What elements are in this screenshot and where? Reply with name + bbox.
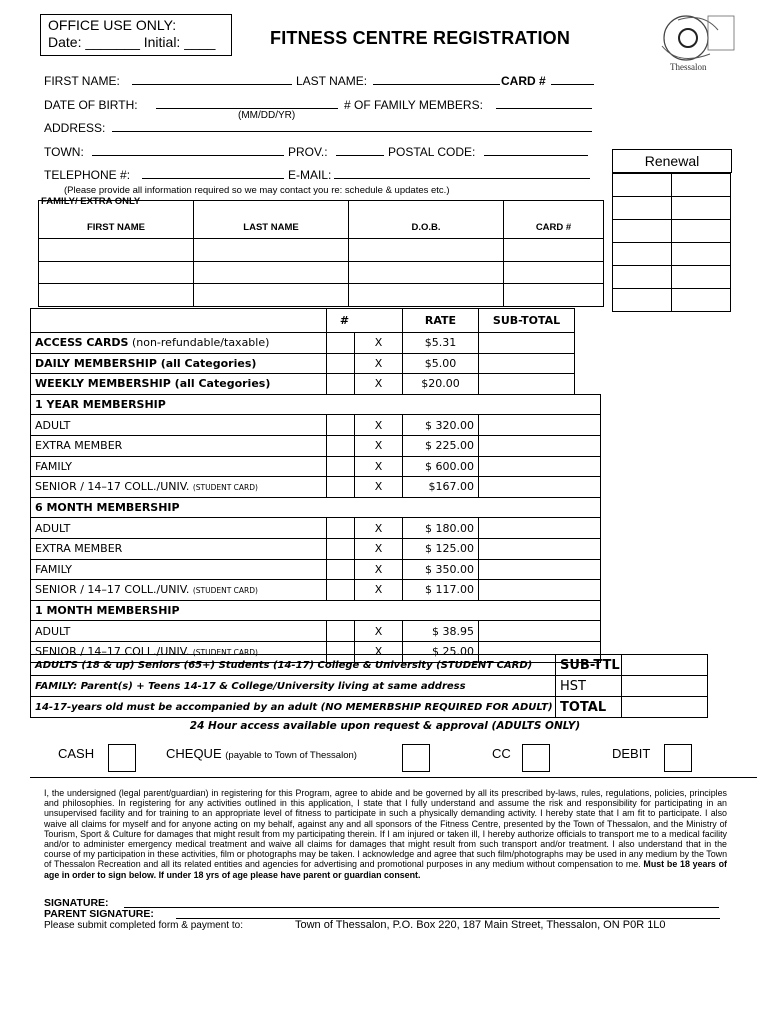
x-mark: X (355, 621, 403, 642)
rates-hdr-num: # (327, 309, 403, 333)
row-label: EXTRA MEMBER (31, 538, 327, 559)
section-6-month: 6 MONTH MEMBERSHIP (31, 497, 601, 518)
rate-daily: $5.00 (403, 353, 479, 374)
mailing-address: Town of Thessalon, P.O. Box 220, 187 Main Street, Thessalon, ON P0R 1L0 (295, 919, 666, 931)
dob-label: DATE OF BIRTH: (44, 98, 138, 112)
rate-value: $167.00 (403, 477, 479, 498)
town-field[interactable] (44, 145, 84, 159)
section-1-year: 1 YEAR MEMBERSHIP (31, 394, 601, 415)
table-row (31, 621, 601, 642)
signature-label: SIGNATURE: (44, 897, 109, 909)
info-note: (Please provide all information required so we may contact you re: schedule & updates etc.) (64, 185, 450, 196)
table-row (31, 538, 601, 559)
rate-value: $ 600.00 (403, 456, 479, 477)
row-label: EXTRA MEMBER (31, 435, 327, 456)
x-mark: X (355, 435, 403, 456)
prov-label: PROV.: (288, 145, 328, 159)
email-label: E-MAIL: (288, 168, 332, 182)
table-row (31, 518, 601, 539)
subtotal-label: SUB-TTL (556, 655, 622, 676)
waiver-body: I, the undersigned (legal parent/guardian) in registering for this Program, agree to abide and be governed by all its prescribed by-laws, rules, regulations, policies, principles and philosophies. In registering for any activities outlined in this application, I state that I fully understand and assume the risk and responsibility for participating in an unsupervised facility and for training to an appropriate level of fitness to participate in such a physically demanding activity. I hereby state that I am fit to participate. I also waive all claims for myself and for anyone acting on my behalf, against any and all sponsors of the Fitness Centre, presented by the Town of Thessalon, and the Ministry of Tourism, Sport & Culture for damages that might result from my participating therein. If I am injured or taken ill, I hereby authorize officials to transport me to a medical facility and/or to administer emergency medical treatment and waive all claims for damages that might result from such transport and/or treatment. I also understand that in the course of my participation in these activities, film or photographs may be taken. I acknowledge and agree that such film/photographs may be used in any medium by the Town of Thessalon Recreation and all its related entities and agencies for advertising and promotional purposes in any medium without compensation to me. (44, 788, 727, 870)
student-card-note: (STUDENT CARD) (192, 483, 258, 493)
renewal-grid (612, 173, 731, 312)
subtotal-value[interactable] (622, 655, 708, 676)
table-row (39, 239, 604, 262)
card-field[interactable] (501, 74, 546, 88)
cheque-option (166, 746, 357, 761)
prov-field[interactable] (288, 145, 328, 159)
student-card-note: (STUDENT CARD) (192, 648, 258, 658)
town-logo (648, 10, 738, 72)
family-last-name-header: LAST NAME (194, 201, 349, 239)
logo-text: Thessalon (670, 62, 707, 72)
total-value[interactable] (622, 697, 708, 718)
rate-value: $ 125.00 (403, 538, 479, 559)
first-name-field[interactable] (44, 74, 120, 88)
table-row (39, 261, 604, 284)
weekly-label: WEEKLY MEMBERSHIP (all Categories) (31, 374, 327, 395)
last-name-field[interactable] (296, 74, 367, 88)
totals-table (30, 654, 708, 718)
x-mark: X (355, 641, 403, 662)
divider (30, 777, 757, 778)
row-label: SENIOR / 14–17 COLL./UNIV. (35, 583, 190, 597)
cash-checkbox[interactable] (108, 744, 136, 772)
row-label: ADULT (31, 415, 327, 436)
row-label: FAMILY (31, 456, 327, 477)
waiver-text (44, 788, 727, 880)
address-field[interactable] (44, 121, 105, 135)
section-1-month: 1 MONTH MEMBERSHIP (31, 600, 601, 621)
rates-hdr-subtotal: SUB-TOTAL (479, 309, 575, 333)
x-mark: X (355, 559, 403, 580)
cheque-note: (payable to Town of Thessalon) (225, 750, 357, 761)
note-adults: ADULTS (18 & up) Seniors (65+) Students (14-17) College & University (STUDENT CARD) (31, 655, 556, 676)
rates-hdr-rate: RATE (403, 309, 479, 333)
table-row (31, 333, 601, 354)
address-label: ADDRESS: (44, 121, 106, 135)
family-extra-title: FAMILY/ EXTRA ONLY (41, 196, 141, 207)
x-mark: X (355, 477, 403, 498)
postal-code-label: POSTAL CODE: (388, 145, 476, 159)
access-note: 24 Hour access available upon request & approval (ADULTS ONLY) (189, 720, 581, 732)
rate-value: $ 117.00 (403, 580, 479, 601)
row-label: FAMILY (31, 559, 327, 580)
dob-hint: (MM/DD/YR) (238, 110, 296, 121)
rates-table (30, 308, 601, 663)
rate-value: $ 38.95 (403, 621, 479, 642)
row-label: SENIOR / 14–17 COLL./UNIV. (35, 645, 190, 659)
cash-label: CASH (58, 746, 95, 761)
rate-value: $ 225.00 (403, 435, 479, 456)
row-label: ADULT (31, 621, 327, 642)
x-mark: X (355, 456, 403, 477)
last-name-label: LAST NAME: (296, 74, 368, 88)
x-mark: X (355, 580, 403, 601)
page-title: FITNESS CENTRE REGISTRATION (270, 28, 571, 48)
total-label: TOTAL (556, 697, 622, 718)
table-row (31, 477, 601, 498)
hst-label: HST (556, 676, 622, 697)
hst-value[interactable] (622, 676, 708, 697)
office-use-label: OFFICE USE ONLY: (48, 17, 177, 33)
x-mark: X (355, 518, 403, 539)
family-members-field[interactable] (344, 98, 483, 112)
x-mark: X (355, 353, 403, 374)
card-label: CARD # (501, 74, 546, 88)
rate-access: $5.31 (403, 333, 479, 354)
postal-code-field[interactable] (388, 145, 475, 159)
rate-value: $ 350.00 (403, 559, 479, 580)
parent-signature-label: PARENT SIGNATURE: (44, 908, 154, 920)
row-label: SENIOR / 14–17 COLL./UNIV. (35, 480, 190, 494)
x-mark: X (355, 333, 403, 354)
cc-label: CC (492, 746, 511, 761)
debit-label: DEBIT (612, 746, 651, 761)
debit-checkbox[interactable] (664, 744, 692, 772)
rate-weekly: $20.00 (403, 374, 479, 395)
cheque-checkbox[interactable] (402, 744, 430, 772)
table-row (31, 435, 601, 456)
x-mark: X (355, 538, 403, 559)
parent-signature-field[interactable] (44, 908, 154, 920)
dob-field[interactable] (44, 98, 138, 112)
telephone-field[interactable] (44, 168, 130, 182)
note-youth: 14-17-years old must be accompanied by an adult (NO MEMERBSHIP REQUIRED FOR ADULT) (31, 697, 556, 718)
table-row (31, 580, 601, 601)
daily-label: DAILY MEMBERSHIP (all Categories) (31, 353, 327, 374)
age-requirement: Must be 18 years of age in order to sign below. If under 18 yrs of age please have parent or guardian consent. (44, 859, 727, 880)
family-table (38, 196, 604, 307)
family-first-name-header: FIRST NAME (86, 222, 146, 233)
email-field[interactable] (288, 168, 331, 182)
x-mark: X (355, 374, 403, 395)
table-row (31, 559, 601, 580)
table-row (31, 456, 601, 477)
family-card-header: CARD # (504, 201, 604, 239)
family-members-label: # OF FAMILY MEMBERS: (344, 98, 483, 112)
telephone-label: TELEPHONE #: (44, 168, 131, 182)
rate-value: $ 320.00 (403, 415, 479, 436)
table-row (31, 374, 601, 395)
student-card-note: (STUDENT CARD) (192, 586, 258, 596)
access-cards-label: ACCESS CARDS (35, 336, 129, 350)
submit-instruction: Please submit completed form & payment to: (44, 920, 243, 931)
table-row (31, 415, 601, 436)
rate-value: $ 25.00 (403, 641, 479, 662)
cheque-label: CHEQUE (166, 746, 222, 761)
table-row (31, 353, 601, 374)
office-use-box (40, 14, 232, 56)
office-date-initial: Date: _______ Initial: ____ (48, 34, 216, 50)
cc-checkbox[interactable] (522, 744, 550, 772)
access-cards-note: (non-refundable/taxable) (131, 336, 270, 350)
town-label: TOWN: (44, 145, 84, 159)
rate-value: $ 180.00 (403, 518, 479, 539)
table-row (39, 284, 604, 307)
note-family: FAMILY: Parent(s) + Teens 14-17 & College/University living at same address (31, 676, 556, 697)
renewal-header: Renewal (612, 149, 732, 173)
row-label: ADULT (31, 518, 327, 539)
x-mark: X (355, 415, 403, 436)
family-dob-header: D.O.B. (349, 201, 504, 239)
first-name-label: FIRST NAME: (44, 74, 120, 88)
